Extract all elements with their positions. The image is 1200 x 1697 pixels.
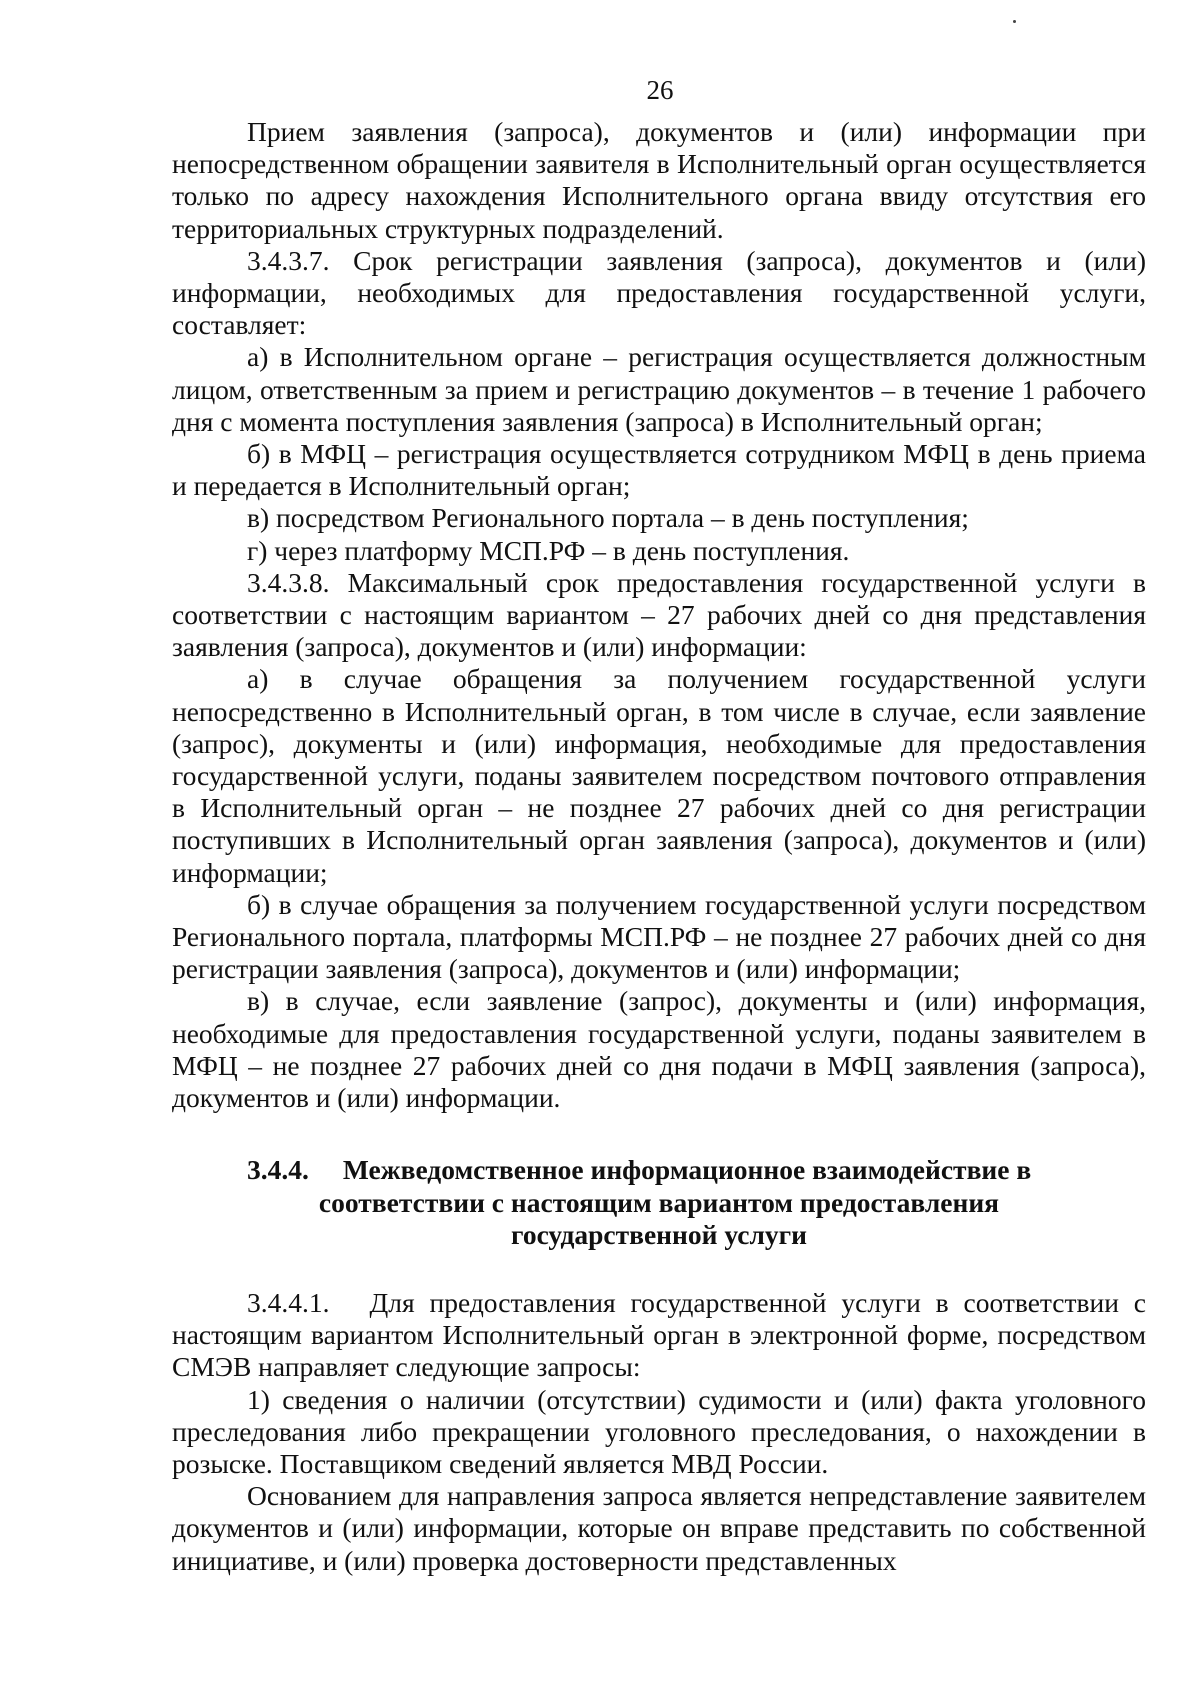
section-heading-line3: государственной услуги	[511, 1218, 807, 1250]
section-heading-number: 3.4.4.	[247, 1154, 309, 1186]
paragraph-request-1: 1) сведения о наличии (отсутствии) судимости и (или) факта уголовного преследования либо прекращении уголовного преследования, о нахождении в розыске. Поставщиком сведений является МВД России.	[172, 1383, 1146, 1479]
section-heading-line2: соответствии с настоящим вариантом предоставления	[318, 1186, 1000, 1218]
paragraph-3-4-4-1	[172, 1287, 1146, 1384]
paragraph-reception-address: Прием заявления (запроса), документов и (или) информации при непосредственном обращении заявителя в Исполнительный орган осуществляется только по адресу нахождения Исполнительного органа ввиду отсутствия его территориальных структурных подразделений.	[172, 116, 1146, 244]
section-heading-line1: Межведомственное информационное взаимодействие в	[342, 1154, 1032, 1186]
paragraph-3-4-3-8: 3.4.3.8. Максимальный срок предоставления государственной услуги в соответствии с настоящим вариантом – 27 рабочих дней со дня представления заявления (запроса), документов и (или) информации:	[172, 566, 1146, 663]
paragraph-item-v-registration: в) посредством Регионального портала – в день поступления;	[247, 502, 969, 534]
paragraph-3-4-4-1-text: Для предоставления государственной услуги в соответствии с настоящим вариантом Исполнительный орган в электронной форме, посредством СМЭВ направляет следующие запросы:	[172, 1286, 1146, 1383]
paragraph-item-v-term: в) в случае, если заявление (запрос), документы и (или) информация, необходимые для предоставления государственной услуги, поданы заявителем в МФЦ – не позднее 27 рабочих дней со дня подачи в МФЦ заявления (запроса), документов и (или) информации.	[172, 985, 1146, 1114]
paragraph-item-a-term: а) в случае обращения за получением государственной услуги непосредственно в Исполнительный орган, в том числе в случае, если заявление (запрос), документы и (или) информация, необходимые для предоставления государственной услуги, поданы заявителем посредством почтового отправления в Исполнительный орган – не позднее 27 рабочих дней со дня регистрации поступивших в Исполнительный орган заявления (запроса), документов и (или) информации;	[172, 663, 1146, 888]
document-body	[172, 116, 1146, 1577]
scan-dot	[1013, 20, 1016, 23]
paragraph-request-basis: Основанием для направления запроса является непредставление заявителем документов и (или) информации, которые он вправе представить по собственной инициативе, и (или) проверка достоверности представленных	[172, 1480, 1146, 1576]
page-number: 26	[646, 75, 674, 105]
paragraph-3-4-4-1-number: 3.4.4.1.	[247, 1286, 330, 1318]
paragraph-item-b-registration: б) в МФЦ – регистрация осуществляется сотрудником МФЦ в день приема и передается в Исполнительный орган;	[172, 438, 1146, 502]
section-heading-3-4-4	[172, 1154, 1146, 1251]
paragraph-item-b-term: б) в случае обращения за получением государственной услуги посредством Регионального портала, платформы МСП.РФ – не позднее 27 рабочих дней со дня регистрации заявления (запроса), документов и (или) информации;	[172, 888, 1146, 985]
paragraph-item-a-registration: а) в Исполнительном органе – регистрация осуществляется должностным лицом, ответственным за прием и регистрацию документов – в течение 1 рабочего дня с момента поступления заявления (запроса) в Исполнительный орган;	[172, 341, 1146, 437]
paragraph-3-4-3-7: 3.4.3.7. Срок регистрации заявления (запроса), документов и (или) информации, необходимых для предоставления государственной услуги, составляет:	[172, 244, 1146, 341]
paragraph-item-g-registration: г) через платформу МСП.РФ – в день поступления.	[247, 534, 850, 566]
